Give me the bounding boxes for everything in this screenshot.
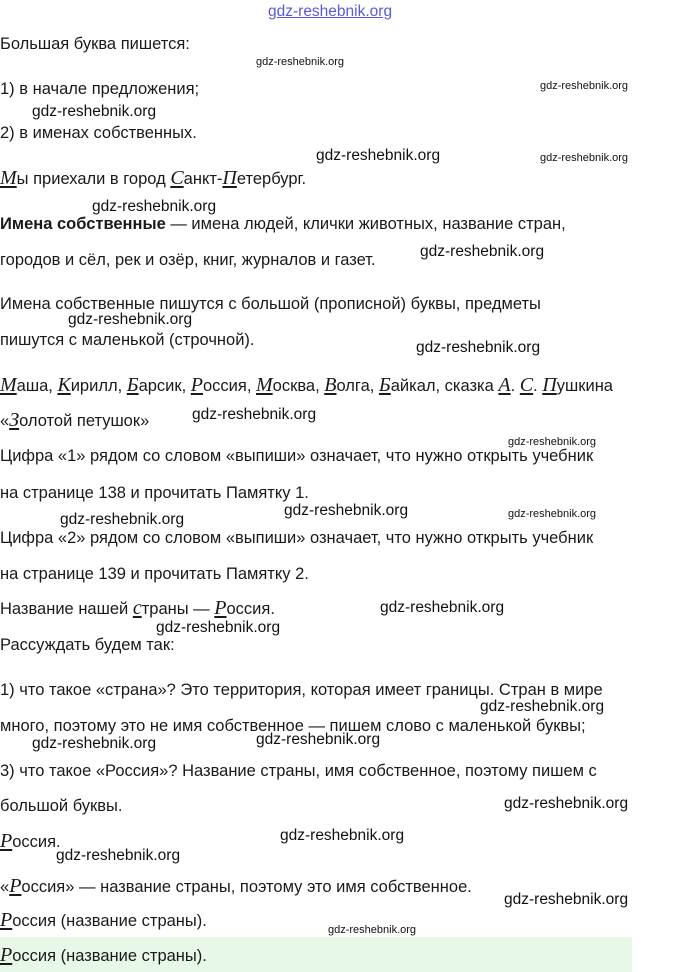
watermark: gdz-reshebnik.org [284,502,409,519]
definition-line-2: городов и сёл, рек и озёр, книг, журналов и газет. [0,251,376,269]
names-line-1: Маша, Кирилл, Барсик, Россия, Москва, Волга, Байкал, сказка А. С. Пушкина [0,374,613,396]
note-line-2: пишутся с маленькой (строчной). [0,331,255,349]
definition-line-1: Имена собственные — имена людей, клички животных, название стран, [0,215,566,233]
watermark: gdz-reshebnik.org [508,508,597,520]
example-sentence: Мы приехали в город Санкт-Петербург. [0,167,307,189]
digit2-line-1: Цифра «2» рядом со словом «выпиши» означает, что нужно открыть учебник [0,529,594,547]
watermark: gdz-reshebnik.org [504,795,629,812]
watermark: gdz-reshebnik.org [540,80,629,92]
watermark: gdz-reshebnik.org [540,152,629,164]
digit2-line-2: на странице 139 и прочитать Памятку 2. [0,565,309,583]
answer-2: «Россия» — название страны, поэтому это имя собственное. [0,875,472,897]
capital-letter: П [222,167,237,189]
definition-term: Имена собственные [0,215,166,233]
watermark: gdz-reshebnik.org [32,735,157,752]
watermark: gdz-reshebnik.org [256,731,381,748]
digit1-line-1: Цифра «1» рядом со словом «выпиши» означает, что нужно открыть учебник [0,447,594,465]
watermark: gdz-reshebnik.org [92,198,217,215]
answer-4: Россия (название страны). [0,944,207,966]
watermark: gdz-reshebnik.org [508,436,597,448]
note-line-1: Имена собственные пишутся с большой (прописной) буквы, предметы [0,295,541,313]
watermark: gdz-reshebnik.org [56,847,181,864]
reason-p1-line-1: 1) что такое «страна»? Это территория, которая имеет границы. Стран в мире [0,681,603,699]
watermark: gdz-reshebnik.org [328,924,417,936]
country-line: Название нашей страны — Россия. [0,597,275,619]
answer-3: Россия (название страны). [0,909,207,931]
reason-title: Рассуждать будем так: [0,636,175,654]
reason-p3-line-1: 3) что такое «Россия»? Название страны, имя собственное, поэтому пишем с [0,762,597,780]
rule-title: Большая буква пишется: [0,35,190,53]
watermark: gdz-reshebnik.org [380,599,505,616]
reason-p3-line-2: большой буквы. [0,797,123,815]
watermark: gdz-reshebnik.org [416,339,541,356]
watermark: gdz-reshebnik.org [256,56,345,68]
watermark: gdz-reshebnik.org [316,147,441,164]
watermark: gdz-reshebnik.org [280,827,405,844]
watermark: gdz-reshebnik.org [480,698,605,715]
capital-letter: С [170,167,184,189]
watermark: gdz-reshebnik.org [156,619,281,636]
watermark-top-link[interactable]: gdz-reshebnik.org [268,3,393,20]
watermark: gdz-reshebnik.org [192,406,317,423]
names-line-2: «Золотой петушок» [0,409,150,431]
capital-letter: М [0,167,17,189]
digit1-line-2: на странице 138 и прочитать Памятку 1. [0,484,309,502]
reason-p1-line-2: много, поэтому это не имя собственное — пишем слово с маленькой буквы; [0,717,586,735]
watermark: gdz-reshebnik.org [60,511,185,528]
watermark: gdz-reshebnik.org [504,891,629,908]
rule-item-1: 1) в начале предложения; [0,80,200,98]
answer-1: Россия. [0,830,61,852]
watermark: gdz-reshebnik.org [32,103,157,120]
rule-item-2: 2) в именах собственных. [0,124,197,142]
watermark: gdz-reshebnik.org [68,311,193,328]
watermark: gdz-reshebnik.org [420,243,545,260]
